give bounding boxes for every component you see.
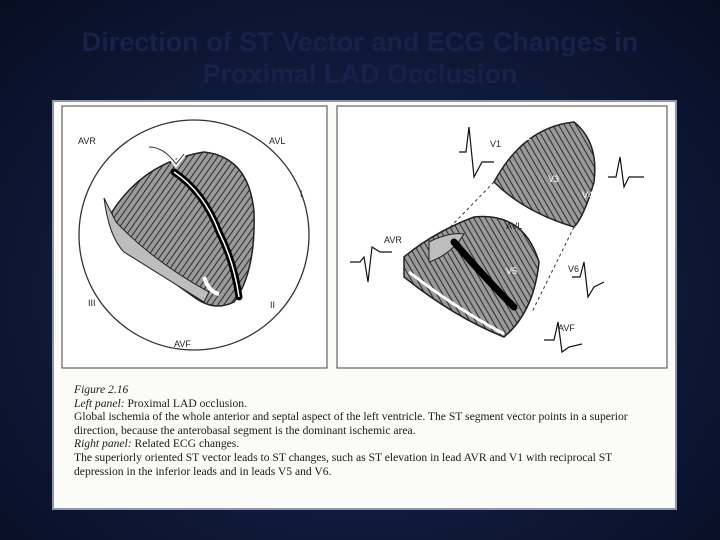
- label-right-avr: AVR: [384, 235, 402, 245]
- caption-left-panel-text: Proximal LAD occlusion.: [127, 396, 247, 410]
- title-line-2: Proximal LAD Occlusion: [202, 59, 518, 89]
- label-v2: V2: [520, 132, 532, 142]
- caption-figure-number: Figure 2.16: [74, 383, 129, 396]
- label-v1: V1: [490, 139, 502, 149]
- label-v4: V4: [582, 190, 594, 200]
- label-avr: AVR: [78, 136, 96, 146]
- label-right-avl: AVL: [506, 221, 523, 231]
- figure-illustration: [54, 102, 675, 382]
- caption-body-1: Global ischemia of the whole anterior and septal aspect of the left ventricle. The ST segment vector points in a superior direction, because the anterobasal segment is the dominant ischemic area.: [74, 410, 628, 437]
- label-lead-ii: II: [270, 300, 276, 310]
- caption-right-panel: [74, 437, 664, 451]
- label-v5: V5: [506, 266, 518, 276]
- title-line-1: Direction of ST Vector and ECG Changes in: [81, 27, 639, 57]
- caption-left-panel: [74, 397, 664, 411]
- right-panel: [337, 106, 667, 368]
- label-lead-i: I: [300, 189, 303, 199]
- label-lead-iii: III: [88, 298, 96, 308]
- label-avl: AVL: [269, 136, 286, 146]
- label-avf: AVF: [174, 339, 191, 349]
- label-right-avf: AVF: [558, 323, 575, 333]
- label-v3: V3: [548, 174, 560, 184]
- figure-caption: [74, 383, 664, 478]
- caption-body-2: The superiorly oriented ST vector leads to ST changes, such as ST elevation in lead AVR and V1 with reciprocal ST depression in the inferior leads and in leads V5 and V6.: [74, 450, 613, 478]
- caption-left-panel-label: Left panel:: [74, 396, 125, 410]
- label-v6: V6: [568, 264, 580, 274]
- figure-frame: [52, 100, 677, 510]
- slide-title: [0, 26, 720, 90]
- left-panel: [62, 106, 327, 368]
- caption-right-panel-label: Right panel:: [74, 437, 132, 451]
- caption-right-panel-text: Related ECG changes.: [134, 437, 240, 451]
